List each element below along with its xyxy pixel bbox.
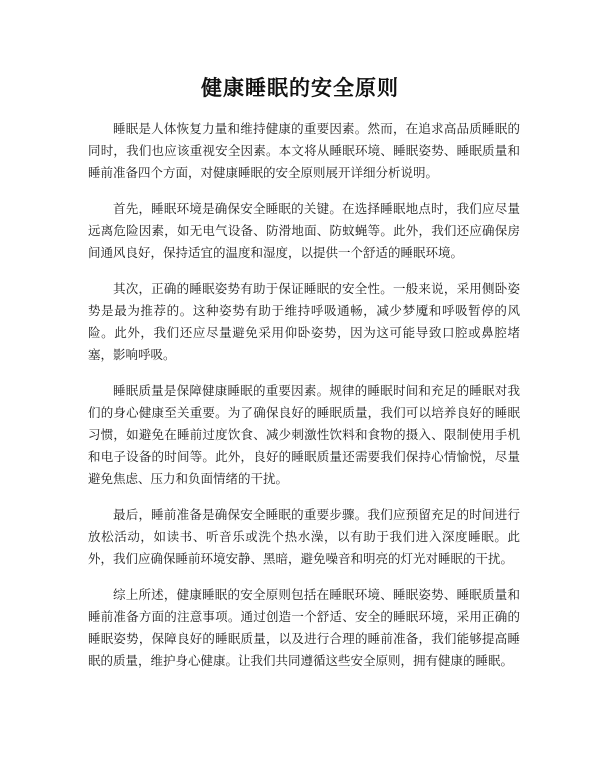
document-body [88, 118, 520, 686]
document-title: 健康睡眠的安全原则 [201, 76, 399, 100]
paragraph-intro: 睡眠是人体恢复力量和维持健康的重要因素。然而，在追求高品质睡眠的同时，我们也应该重视安全因素。本文将从睡眠环境、睡眠姿势、睡眠质量和睡前准备四个方面，对健康睡眠的安全原则展开详细分析说明。 [88, 121, 520, 180]
paragraph-posture: 其次，正确的睡眠姿势有助于保证睡眠的安全性。一般来说，采用侧卧姿势是最为推荐的。这种姿势有助于维持呼吸通畅，减少梦魇和呼吸暂停的风险。此外，我们还应尽量避免采用仰卧姿势，因为这可能导致口腔或鼻腔堵塞，影响呼吸。 [88, 281, 520, 362]
paragraph-conclusion: 综上所述，健康睡眠的安全原则包括在睡眠环境、睡眠姿势、睡眠质量和睡前准备方面的注意事项。通过创造一个舒适、安全的睡眠环境，采用正确的睡眠姿势，保障良好的睡眠质量，以及进行合理的睡前准备，我们能够提高睡眠的质量，维护身心健康。让我们共同遵循这些安全原则，拥有健康的睡眠。 [88, 587, 520, 668]
paragraph-preparation: 最后，睡前准备是确保安全睡眠的重要步骤。我们应预留充足的时间进行放松活动，如读书、听音乐或洗个热水澡，以有助于我们进入深度睡眠。此外，我们应确保睡前环境安静、黑暗，避免噪音和明亮的灯光对睡眠的干扰。 [88, 507, 520, 566]
paragraph-quality: 睡眠质量是保障健康睡眠的重要因素。规律的睡眠时间和充足的睡眠对我们的身心健康至关重要。为了确保良好的睡眠质量，我们可以培养良好的睡眠习惯，如避免在睡前过度饮食、减少刺激性饮料和食物的摄入、限制使用手机和电子设备的时间等。此外，良好的睡眠质量还需要我们保持心情愉悦，尽量避免焦虑、压力和负面情绪的干扰。 [88, 383, 520, 486]
paragraph-environment: 首先，睡眠环境是确保安全睡眠的关键。在选择睡眠地点时，我们应尽量远离危险因素，如无电气设备、防滑地面、防蚊蝇等。此外，我们还应确保房间通风良好，保持适宜的温度和湿度，以提供一个舒适的睡眠环境。 [88, 201, 520, 260]
